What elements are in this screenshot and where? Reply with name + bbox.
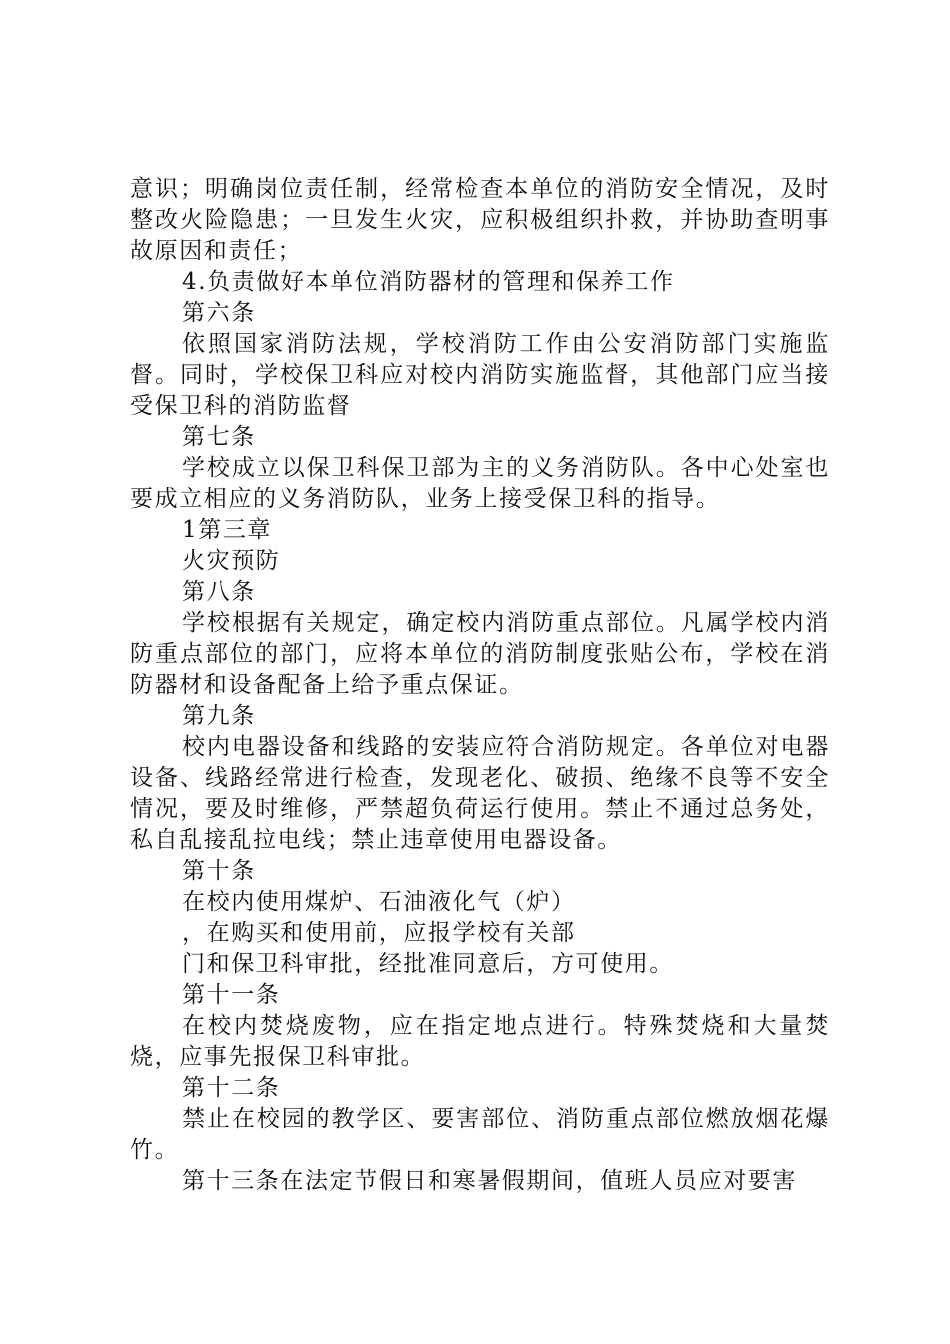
paragraph: 第十三条在法定节假日和寒暑假期间，值班人员应对要害 <box>182 1168 797 1194</box>
paragraph: 学校成立以保卫科保卫部为主的义务消防队。各中心处室也要成立相应的义务消防队，业务上接受保卫科的指导。 <box>130 455 830 512</box>
article-heading: 第十条 <box>182 858 256 884</box>
article-heading: 第九条 <box>182 703 256 729</box>
paragraph: 学校根据有关规定，确定校内消防重点部位。凡属学校内消防重点部位的部门，应将本单位的消防制度张贴公布，学校在消防器材和设备配备上给予重点保证。 <box>130 610 830 698</box>
chapter-heading: 1第三章 <box>182 517 273 543</box>
paragraph: 依照国家消防法规，学校消防工作由公安消防部门实施监督。同时，学校保卫科应对校内消防实施监督，其他部门应当接受保卫科的消防监督 <box>130 331 830 419</box>
paragraph: 意识；明确岗位责任制，经常检查本单位的消防安全情况，及时整改火险隐患；一旦发生火灾，应积极组织扑救，并协助查明事故原因和责任； <box>130 176 830 264</box>
chapter-title: 火灾预防 <box>182 548 281 574</box>
article-heading: 第八条 <box>182 579 256 605</box>
paragraph: 在校内使用煤炉、石油液化气（炉） <box>182 889 576 915</box>
article-heading: 第十二条 <box>182 1075 281 1101</box>
paragraph: 在校内焚烧废物，应在指定地点进行。特殊焚烧和大量焚烧，应事先报保卫科审批。 <box>130 1013 830 1070</box>
paragraph: 禁止在校园的教学区、要害部位、消防重点部位燃放烟花爆竹。 <box>130 1106 830 1163</box>
paragraph: 门和保卫科审批，经批准同意后，方可使用。 <box>182 951 674 977</box>
paragraph: 校内电器设备和线路的安装应符合消防规定。各单位对电器设备、线路经常进行检查，发现老化、破损、绝缘不良等不安全情况，要及时维修，严禁超负荷运行使用。禁止不通过总务处，私自乱接乱拉电线；禁止违章使用电器设备。 <box>130 734 830 853</box>
paragraph: ，在购买和使用前，应报学校有关部 <box>182 920 576 946</box>
document-body <box>130 174 830 1197</box>
article-heading: 第七条 <box>182 424 256 450</box>
paragraph: 4.负责做好本单位消防器材的管理和保养工作 <box>182 269 675 295</box>
article-heading: 第六条 <box>182 300 256 326</box>
article-heading: 第十一条 <box>182 982 281 1008</box>
